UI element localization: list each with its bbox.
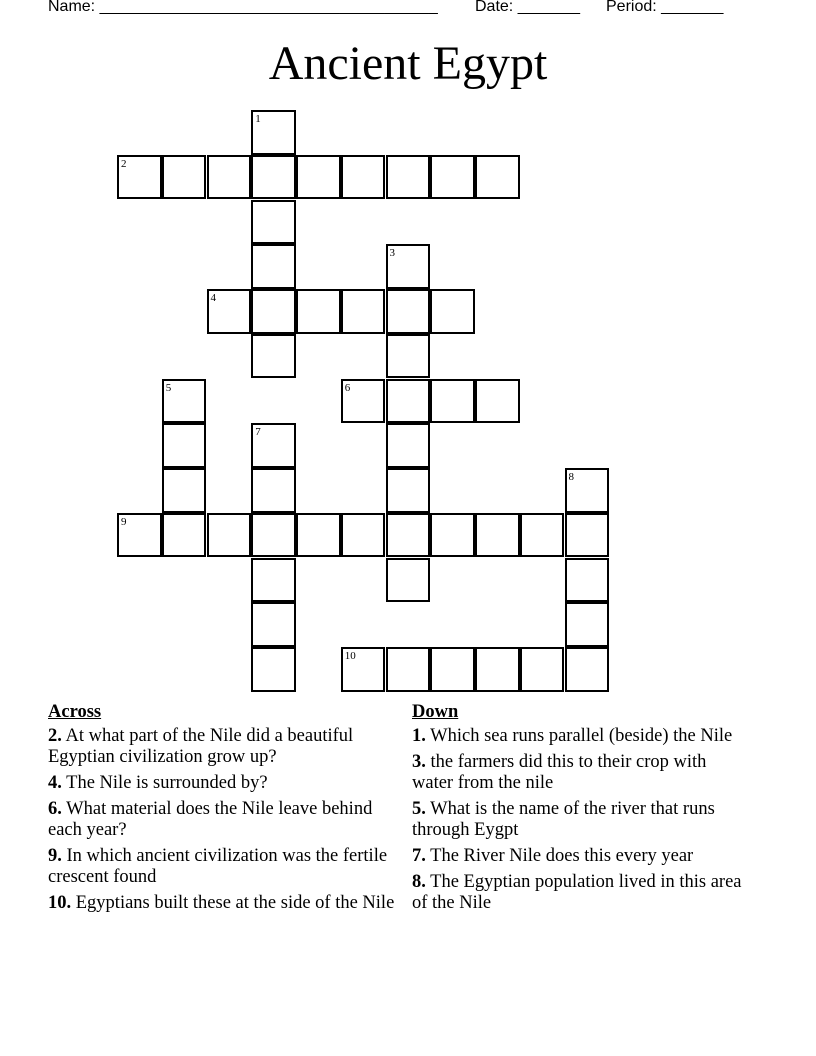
- date-field: Date: _______: [475, 0, 580, 15]
- grid-cell[interactable]: [251, 647, 296, 692]
- clue-text: What material does the Nile leave behind each year?: [48, 799, 373, 840]
- clue-down-8: [412, 872, 742, 914]
- grid-cell[interactable]: [207, 289, 252, 334]
- grid-cell[interactable]: [251, 558, 296, 603]
- grid-cell[interactable]: [386, 513, 431, 558]
- grid-cell[interactable]: [565, 602, 610, 647]
- grid-cell[interactable]: [117, 513, 162, 558]
- down-clues: [412, 702, 742, 919]
- clue-text: At what part of the Nile did a beautiful Egyptian civilization grow up?: [48, 726, 354, 767]
- grid-cell[interactable]: [475, 513, 520, 558]
- grid-cell[interactable]: [520, 647, 565, 692]
- grid-cell[interactable]: [386, 423, 431, 468]
- grid-cell[interactable]: [386, 468, 431, 513]
- cell-number: 1: [255, 113, 261, 125]
- grid-cell[interactable]: [565, 513, 610, 558]
- clue-down-3: [412, 752, 742, 794]
- grid-cell[interactable]: [386, 155, 431, 200]
- grid-cell[interactable]: [386, 334, 431, 379]
- clue-number: 5.: [412, 799, 426, 819]
- cell-number: 10: [344, 650, 356, 662]
- grid-cell[interactable]: [386, 379, 431, 424]
- grid-cell[interactable]: [251, 334, 296, 379]
- clue-text: Egyptians built these at the side of the Nile: [75, 893, 395, 913]
- clue-number: 2.: [48, 726, 62, 746]
- grid-cell[interactable]: [386, 558, 431, 603]
- grid-cell[interactable]: [430, 647, 475, 692]
- down-heading: Down: [412, 702, 459, 722]
- grid-cell[interactable]: [341, 379, 386, 424]
- grid-cell[interactable]: [565, 468, 610, 513]
- grid-cell[interactable]: [162, 155, 207, 200]
- grid-cell[interactable]: [207, 155, 252, 200]
- clue-number: 3.: [412, 752, 426, 772]
- clue-text: What is the name of the river that runs through Eygpt: [412, 799, 715, 840]
- clue-across-9: [48, 846, 404, 888]
- grid-cell[interactable]: [565, 558, 610, 603]
- grid-cell[interactable]: [251, 110, 296, 155]
- clue-text: In which ancient civilization was the fertile crescent found: [48, 846, 388, 887]
- cell-number: 5: [165, 381, 172, 394]
- grid-cell[interactable]: [341, 647, 386, 692]
- grid-cell[interactable]: [341, 289, 386, 334]
- grid-cell[interactable]: [520, 513, 565, 558]
- cell-number: 3: [389, 247, 395, 260]
- cell-number: 7: [255, 426, 261, 439]
- clue-text: Which sea runs parallel (beside) the Nile: [430, 726, 733, 746]
- grid-cell[interactable]: [251, 468, 296, 513]
- grid-cell[interactable]: [162, 423, 207, 468]
- grid-cell[interactable]: [251, 289, 296, 334]
- grid-cell[interactable]: [430, 379, 475, 424]
- grid-cell[interactable]: [386, 244, 431, 289]
- grid-cell[interactable]: [251, 513, 296, 558]
- across-clues: [48, 702, 404, 919]
- grid-cell[interactable]: [296, 513, 341, 558]
- grid-cell[interactable]: [341, 155, 386, 200]
- clue-down-7: [412, 846, 742, 867]
- grid-cell[interactable]: [430, 155, 475, 200]
- grid-cell[interactable]: [296, 289, 341, 334]
- grid-cell[interactable]: [386, 647, 431, 692]
- grid-cell[interactable]: [251, 155, 296, 200]
- grid-cell[interactable]: [162, 513, 207, 558]
- clue-down-1: [412, 726, 742, 747]
- clue-number: 10.: [48, 893, 72, 913]
- clue-text: The Egyptian population lived in this area of the Nile: [412, 872, 742, 913]
- grid-cell[interactable]: [475, 155, 520, 200]
- clue-text: The Nile is surrounded by?: [66, 773, 268, 793]
- clue-text: The River Nile does this every year: [430, 846, 694, 866]
- grid-cell[interactable]: [162, 379, 207, 424]
- cell-number: 9: [121, 515, 127, 528]
- grid-cell[interactable]: [386, 289, 431, 334]
- grid-cell[interactable]: [430, 289, 475, 334]
- clue-text: the farmers did this to their crop with water from the nile: [412, 752, 707, 793]
- grid-cell[interactable]: [207, 513, 252, 558]
- grid-cell[interactable]: [162, 468, 207, 513]
- cell-number: 8: [568, 471, 574, 483]
- cell-number: 4: [210, 292, 216, 304]
- name-field: Name: ______________________________________: [48, 0, 438, 15]
- clue-number: 8.: [412, 872, 426, 892]
- grid-cell[interactable]: [251, 200, 296, 245]
- grid-cell[interactable]: [565, 647, 610, 692]
- grid-cell[interactable]: [341, 513, 386, 558]
- page-title: Ancient Egypt: [268, 37, 548, 90]
- clue-number: 6.: [48, 799, 62, 819]
- clue-across-2: [48, 726, 404, 768]
- grid-cell[interactable]: [296, 155, 341, 200]
- cell-number: 2: [121, 157, 127, 170]
- grid-cell[interactable]: [475, 379, 520, 424]
- clue-down-5: [412, 799, 742, 841]
- grid-cell[interactable]: [475, 647, 520, 692]
- clue-number: 9.: [48, 846, 62, 866]
- clue-number: 4.: [48, 773, 62, 793]
- cell-number: 6: [344, 381, 351, 394]
- grid-cell[interactable]: [430, 513, 475, 558]
- clue-number: 1.: [412, 726, 426, 746]
- across-heading: Across: [48, 702, 102, 722]
- period-field: Period: _______: [606, 0, 724, 15]
- grid-cell[interactable]: [251, 602, 296, 647]
- clue-across-6: [48, 799, 404, 841]
- clue-across-10: [48, 893, 404, 914]
- grid-cell[interactable]: [251, 423, 296, 468]
- clue-number: 7.: [412, 846, 426, 866]
- grid-cell[interactable]: [251, 244, 296, 289]
- clue-across-4: [48, 773, 404, 794]
- grid-cell[interactable]: [117, 155, 162, 200]
